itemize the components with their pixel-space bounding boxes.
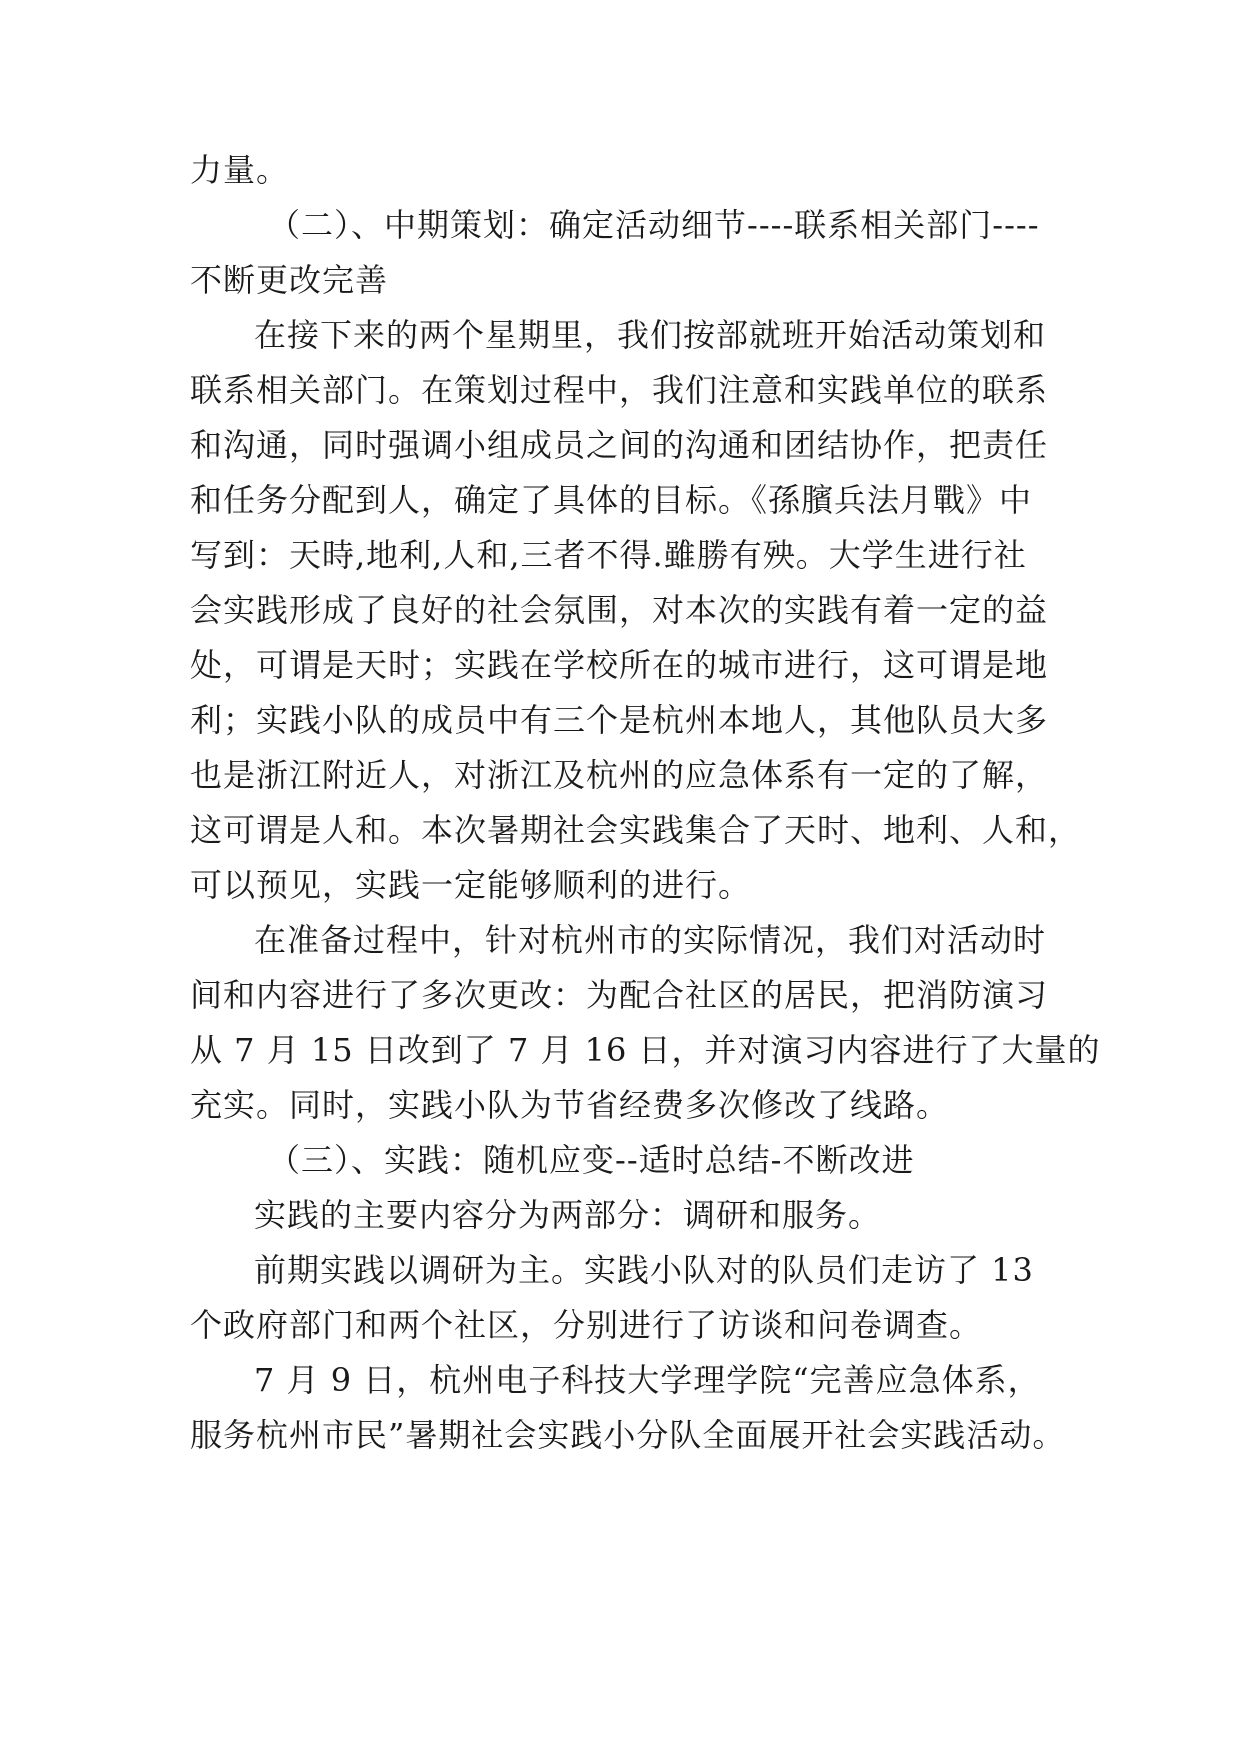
text-line: 联系相关部门。在策划过程中，我们注意和实践单位的联系 <box>190 371 1049 409</box>
text-line: 前期实践以调研为主。实践小队对的队员们走访了 13 <box>254 1251 1034 1289</box>
text-line: 服务杭州市民”暑期社会实践小分队全面展开社会实践活动。 <box>190 1416 1066 1454</box>
text-line: 也是浙江附近人，对浙江及杭州的应急体系有一定的了解， <box>190 756 1049 794</box>
text-line: 间和内容进行了多次更改：为配合社区的居民，把消防演习 <box>190 976 1049 1014</box>
text-line: 会实践形成了良好的社会氛围，对本次的实践有着一定的益 <box>190 591 1049 629</box>
text-line: 写到：天時,地利,人和,三者不得.雖勝有殃。大学生进行社 <box>190 536 1027 574</box>
text-line: 这可谓是人和。本次暑期社会实践集合了天时、地利、人和， <box>190 811 1082 849</box>
section-heading: （二）、中期策划：确定活动细节----联系相关部门---- <box>268 206 1040 244</box>
text-line: 力量。 <box>190 151 290 189</box>
text-line: 7 月 9 日，杭州电子科技大学理学院“完善应急体系， <box>254 1361 1041 1399</box>
text-line: 充实。同时，实践小队为节省经费多次修改了线路。 <box>190 1086 950 1124</box>
text-line: 可以预见，实践一定能够顺利的进行。 <box>190 866 752 904</box>
section-heading: （三）、实践：随机应变--适时总结-不断改进 <box>268 1141 915 1179</box>
text-line: 在接下来的两个星期里，我们按部就班开始活动策划和 <box>254 316 1047 354</box>
text-line: 和沟通，同时强调小组成员之间的沟通和团结协作，把责任 <box>190 426 1049 464</box>
text-line: 从 7 月 15 日改到了 7 月 16 日，并对演习内容进行了大量的 <box>190 1031 1101 1069</box>
text-line: 处，可谓是天时；实践在学校所在的城市进行，这可谓是地 <box>190 646 1049 684</box>
text-line: 利；实践小队的成员中有三个是杭州本地人，其他队员大多 <box>190 701 1049 739</box>
section-heading-continuation: 不断更改完善 <box>190 261 389 299</box>
text-line: 个政府部门和两个社区，分别进行了访谈和问卷调查。 <box>190 1306 983 1344</box>
text-line: 和任务分配到人，确定了具体的目标。《孫臏兵法月戰》中 <box>190 481 1033 519</box>
text-line: 实践的主要内容分为两部分：调研和服务。 <box>254 1196 882 1234</box>
text-line: 在准备过程中，针对杭州市的实际情况，我们对活动时 <box>254 921 1047 959</box>
